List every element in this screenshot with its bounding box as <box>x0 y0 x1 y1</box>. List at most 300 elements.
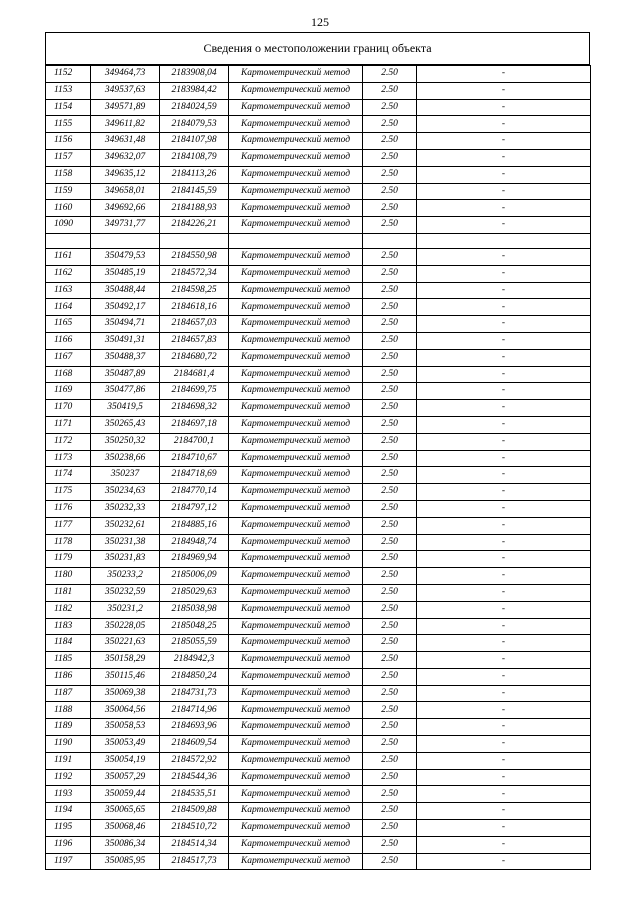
x-coordinate-cell: 350228,05 <box>91 618 160 635</box>
method-cell: Картометрический метод <box>229 299 363 316</box>
description-cell: - <box>417 820 591 837</box>
y-coordinate-cell: 2184618,16 <box>160 299 229 316</box>
accuracy-cell: 2.50 <box>363 668 417 685</box>
method-cell: Картометрический метод <box>229 534 363 551</box>
coordinates-table <box>45 65 591 870</box>
x-coordinate-cell: 350115,46 <box>91 668 160 685</box>
accuracy-cell: 2.50 <box>363 820 417 837</box>
empty-cell <box>46 233 91 248</box>
point-number-cell: 1155 <box>46 116 91 133</box>
y-coordinate-cell: 2184699,75 <box>160 383 229 400</box>
method-cell: Картометрический метод <box>229 500 363 517</box>
table-row <box>46 668 591 685</box>
y-coordinate-cell: 2184657,03 <box>160 316 229 333</box>
accuracy-cell: 2.50 <box>363 517 417 534</box>
accuracy-cell: 2.50 <box>363 568 417 585</box>
x-coordinate-cell: 350232,59 <box>91 584 160 601</box>
accuracy-cell: 2.50 <box>363 400 417 417</box>
table-row <box>46 584 591 601</box>
accuracy-cell: 2.50 <box>363 702 417 719</box>
point-number-cell: 1197 <box>46 853 91 870</box>
point-number-cell: 1191 <box>46 752 91 769</box>
table-row <box>46 265 591 282</box>
description-cell: - <box>417 433 591 450</box>
description-cell: - <box>417 66 591 83</box>
table-row <box>46 736 591 753</box>
description-cell: - <box>417 248 591 265</box>
y-coordinate-cell: 2184609,54 <box>160 736 229 753</box>
table-title-text: Сведения о местоположении границ объекта <box>203 41 432 55</box>
table-row <box>46 99 591 116</box>
method-cell: Картометрический метод <box>229 803 363 820</box>
table-row <box>46 349 591 366</box>
x-coordinate-cell: 350158,29 <box>91 652 160 669</box>
table-row <box>46 786 591 803</box>
point-number-cell: 1090 <box>46 217 91 234</box>
method-cell: Картометрический метод <box>229 635 363 652</box>
x-coordinate-cell: 350231,2 <box>91 601 160 618</box>
method-cell: Картометрический метод <box>229 702 363 719</box>
group-separator-row <box>46 233 591 248</box>
description-cell: - <box>417 803 591 820</box>
x-coordinate-cell: 350234,63 <box>91 484 160 501</box>
accuracy-cell: 2.50 <box>363 265 417 282</box>
description-cell: - <box>417 752 591 769</box>
method-cell: Картометрический метод <box>229 248 363 265</box>
accuracy-cell: 2.50 <box>363 383 417 400</box>
table-row <box>46 652 591 669</box>
method-cell: Картометрический метод <box>229 601 363 618</box>
accuracy-cell: 2.50 <box>363 836 417 853</box>
description-cell: - <box>417 484 591 501</box>
description-cell: - <box>417 668 591 685</box>
method-cell: Картометрический метод <box>229 467 363 484</box>
y-coordinate-cell: 2184700,1 <box>160 433 229 450</box>
table-row <box>46 467 591 484</box>
table-row <box>46 803 591 820</box>
accuracy-cell: 2.50 <box>363 484 417 501</box>
point-number-cell: 1178 <box>46 534 91 551</box>
x-coordinate-cell: 350086,34 <box>91 836 160 853</box>
point-number-cell: 1183 <box>46 618 91 635</box>
description-cell: - <box>417 349 591 366</box>
x-coordinate-cell: 350068,46 <box>91 820 160 837</box>
description-cell: - <box>417 416 591 433</box>
point-number-cell: 1195 <box>46 820 91 837</box>
description-cell: - <box>417 316 591 333</box>
table-row <box>46 149 591 166</box>
y-coordinate-cell: 2184024,59 <box>160 99 229 116</box>
table-row <box>46 702 591 719</box>
x-coordinate-cell: 349571,89 <box>91 99 160 116</box>
description-cell: - <box>417 551 591 568</box>
point-number-cell: 1152 <box>46 66 91 83</box>
accuracy-cell: 2.50 <box>363 786 417 803</box>
accuracy-cell: 2.50 <box>363 433 417 450</box>
table-row <box>46 366 591 383</box>
table-row <box>46 752 591 769</box>
method-cell: Картометрический метод <box>229 668 363 685</box>
table-title <box>45 32 590 65</box>
description-cell: - <box>417 400 591 417</box>
point-number-cell: 1163 <box>46 282 91 299</box>
table-row <box>46 853 591 870</box>
accuracy-cell: 2.50 <box>363 853 417 870</box>
point-number-cell: 1180 <box>46 568 91 585</box>
method-cell: Картометрический метод <box>229 736 363 753</box>
point-number-cell: 1159 <box>46 183 91 200</box>
point-number-cell: 1170 <box>46 400 91 417</box>
description-cell: - <box>417 534 591 551</box>
point-number-cell: 1193 <box>46 786 91 803</box>
accuracy-cell: 2.50 <box>363 719 417 736</box>
accuracy-cell: 2.50 <box>363 66 417 83</box>
point-number-cell: 1166 <box>46 332 91 349</box>
table-row <box>46 383 591 400</box>
accuracy-cell: 2.50 <box>363 769 417 786</box>
table-row <box>46 282 591 299</box>
y-coordinate-cell: 2184693,96 <box>160 719 229 736</box>
table-row <box>46 299 591 316</box>
accuracy-cell: 2.50 <box>363 803 417 820</box>
method-cell: Картометрический метод <box>229 116 363 133</box>
table-row <box>46 433 591 450</box>
y-coordinate-cell: 2184770,14 <box>160 484 229 501</box>
table-row <box>46 568 591 585</box>
table-row <box>46 66 591 83</box>
accuracy-cell: 2.50 <box>363 166 417 183</box>
x-coordinate-cell: 350059,44 <box>91 786 160 803</box>
table-row <box>46 820 591 837</box>
point-number-cell: 1169 <box>46 383 91 400</box>
y-coordinate-cell: 2184188,93 <box>160 200 229 217</box>
x-coordinate-cell: 349692,66 <box>91 200 160 217</box>
y-coordinate-cell: 2184969,94 <box>160 551 229 568</box>
x-coordinate-cell: 350419,5 <box>91 400 160 417</box>
accuracy-cell: 2.50 <box>363 183 417 200</box>
method-cell: Картометрический метод <box>229 149 363 166</box>
description-cell: - <box>417 332 591 349</box>
method-cell: Картометрический метод <box>229 416 363 433</box>
method-cell: Картометрический метод <box>229 366 363 383</box>
method-cell: Картометрический метод <box>229 769 363 786</box>
method-cell: Картометрический метод <box>229 349 363 366</box>
method-cell: Картометрический метод <box>229 200 363 217</box>
accuracy-cell: 2.50 <box>363 99 417 116</box>
description-cell: - <box>417 517 591 534</box>
point-number-cell: 1196 <box>46 836 91 853</box>
accuracy-cell: 2.50 <box>363 332 417 349</box>
description-cell: - <box>417 736 591 753</box>
method-cell: Картометрический метод <box>229 584 363 601</box>
x-coordinate-cell: 349537,63 <box>91 82 160 99</box>
method-cell: Картометрический метод <box>229 282 363 299</box>
point-number-cell: 1167 <box>46 349 91 366</box>
y-coordinate-cell: 2183908,04 <box>160 66 229 83</box>
description-cell: - <box>417 584 591 601</box>
table-row <box>46 217 591 234</box>
point-number-cell: 1189 <box>46 719 91 736</box>
accuracy-cell: 2.50 <box>363 366 417 383</box>
accuracy-cell: 2.50 <box>363 149 417 166</box>
table-row <box>46 82 591 99</box>
accuracy-cell: 2.50 <box>363 282 417 299</box>
point-number-cell: 1184 <box>46 635 91 652</box>
y-coordinate-cell: 2184108,79 <box>160 149 229 166</box>
accuracy-cell: 2.50 <box>363 500 417 517</box>
y-coordinate-cell: 2184572,92 <box>160 752 229 769</box>
x-coordinate-cell: 350491,31 <box>91 332 160 349</box>
table-row <box>46 450 591 467</box>
empty-cell <box>229 233 363 248</box>
description-cell: - <box>417 500 591 517</box>
x-coordinate-cell: 350231,83 <box>91 551 160 568</box>
accuracy-cell: 2.50 <box>363 467 417 484</box>
coordinates-table-body <box>46 66 591 870</box>
table-row <box>46 183 591 200</box>
x-coordinate-cell: 350065,65 <box>91 803 160 820</box>
point-number-cell: 1158 <box>46 166 91 183</box>
x-coordinate-cell: 350064,56 <box>91 702 160 719</box>
accuracy-cell: 2.50 <box>363 752 417 769</box>
boundary-sheet <box>45 32 590 870</box>
method-cell: Картометрический метод <box>229 166 363 183</box>
description-cell: - <box>417 265 591 282</box>
point-number-cell: 1194 <box>46 803 91 820</box>
description-cell: - <box>417 166 591 183</box>
y-coordinate-cell: 2185006,09 <box>160 568 229 585</box>
description-cell: - <box>417 299 591 316</box>
x-coordinate-cell: 350221,63 <box>91 635 160 652</box>
method-cell: Картометрический метод <box>229 517 363 534</box>
point-number-cell: 1156 <box>46 133 91 150</box>
x-coordinate-cell: 350085,95 <box>91 853 160 870</box>
description-cell: - <box>417 200 591 217</box>
description-cell: - <box>417 568 591 585</box>
y-coordinate-cell: 2185055,59 <box>160 635 229 652</box>
description-cell: - <box>417 282 591 299</box>
method-cell: Картометрический метод <box>229 652 363 669</box>
point-number-cell: 1153 <box>46 82 91 99</box>
accuracy-cell: 2.50 <box>363 450 417 467</box>
table-row <box>46 534 591 551</box>
table-row <box>46 836 591 853</box>
accuracy-cell: 2.50 <box>363 200 417 217</box>
method-cell: Картометрический метод <box>229 383 363 400</box>
description-cell: - <box>417 467 591 484</box>
y-coordinate-cell: 2184226,21 <box>160 217 229 234</box>
y-coordinate-cell: 2185038,98 <box>160 601 229 618</box>
x-coordinate-cell: 350479,53 <box>91 248 160 265</box>
x-coordinate-cell: 349635,12 <box>91 166 160 183</box>
table-row <box>46 248 591 265</box>
description-cell: - <box>417 133 591 150</box>
method-cell: Картометрический метод <box>229 265 363 282</box>
accuracy-cell: 2.50 <box>363 601 417 618</box>
y-coordinate-cell: 2184948,74 <box>160 534 229 551</box>
table-row <box>46 601 591 618</box>
description-cell: - <box>417 99 591 116</box>
x-coordinate-cell: 349632,07 <box>91 149 160 166</box>
point-number-cell: 1182 <box>46 601 91 618</box>
x-coordinate-cell: 350492,17 <box>91 299 160 316</box>
empty-cell <box>91 233 160 248</box>
y-coordinate-cell: 2184657,83 <box>160 332 229 349</box>
x-coordinate-cell: 350054,19 <box>91 752 160 769</box>
accuracy-cell: 2.50 <box>363 551 417 568</box>
x-coordinate-cell: 350057,29 <box>91 769 160 786</box>
method-cell: Картометрический метод <box>229 217 363 234</box>
method-cell: Картометрический метод <box>229 99 363 116</box>
accuracy-cell: 2.50 <box>363 217 417 234</box>
page-number: 125 <box>311 15 329 29</box>
y-coordinate-cell: 2184550,98 <box>160 248 229 265</box>
x-coordinate-cell: 350237 <box>91 467 160 484</box>
description-cell: - <box>417 82 591 99</box>
method-cell: Картометрический метод <box>229 133 363 150</box>
method-cell: Картометрический метод <box>229 400 363 417</box>
y-coordinate-cell: 2183984,42 <box>160 82 229 99</box>
method-cell: Картометрический метод <box>229 183 363 200</box>
x-coordinate-cell: 350232,33 <box>91 500 160 517</box>
x-coordinate-cell: 350053,49 <box>91 736 160 753</box>
y-coordinate-cell: 2184714,96 <box>160 702 229 719</box>
y-coordinate-cell: 2184731,73 <box>160 685 229 702</box>
point-number-cell: 1154 <box>46 99 91 116</box>
empty-cell <box>417 233 591 248</box>
description-cell: - <box>417 786 591 803</box>
table-row <box>46 719 591 736</box>
x-coordinate-cell: 349658,01 <box>91 183 160 200</box>
description-cell: - <box>417 450 591 467</box>
table-row <box>46 332 591 349</box>
table-row <box>46 517 591 534</box>
y-coordinate-cell: 2184710,67 <box>160 450 229 467</box>
accuracy-cell: 2.50 <box>363 736 417 753</box>
y-coordinate-cell: 2184509,88 <box>160 803 229 820</box>
y-coordinate-cell: 2184797,12 <box>160 500 229 517</box>
table-row <box>46 416 591 433</box>
accuracy-cell: 2.50 <box>363 349 417 366</box>
accuracy-cell: 2.50 <box>363 416 417 433</box>
point-number-cell: 1185 <box>46 652 91 669</box>
point-number-cell: 1187 <box>46 685 91 702</box>
point-number-cell: 1160 <box>46 200 91 217</box>
y-coordinate-cell: 2184885,16 <box>160 517 229 534</box>
x-coordinate-cell: 350487,89 <box>91 366 160 383</box>
table-row <box>46 200 591 217</box>
table-row <box>46 133 591 150</box>
accuracy-cell: 2.50 <box>363 618 417 635</box>
point-number-cell: 1164 <box>46 299 91 316</box>
x-coordinate-cell: 350058,53 <box>91 719 160 736</box>
y-coordinate-cell: 2184718,69 <box>160 467 229 484</box>
accuracy-cell: 2.50 <box>363 534 417 551</box>
y-coordinate-cell: 2184598,25 <box>160 282 229 299</box>
point-number-cell: 1188 <box>46 702 91 719</box>
empty-cell <box>160 233 229 248</box>
point-number-cell: 1162 <box>46 265 91 282</box>
x-coordinate-cell: 349731,77 <box>91 217 160 234</box>
description-cell: - <box>417 217 591 234</box>
point-number-cell: 1174 <box>46 467 91 484</box>
method-cell: Картометрический метод <box>229 450 363 467</box>
accuracy-cell: 2.50 <box>363 584 417 601</box>
y-coordinate-cell: 2184850,24 <box>160 668 229 685</box>
y-coordinate-cell: 2184079,53 <box>160 116 229 133</box>
x-coordinate-cell: 350233,2 <box>91 568 160 585</box>
x-coordinate-cell: 350231,38 <box>91 534 160 551</box>
y-coordinate-cell: 2184681,4 <box>160 366 229 383</box>
method-cell: Картометрический метод <box>229 433 363 450</box>
point-number-cell: 1192 <box>46 769 91 786</box>
point-number-cell: 1168 <box>46 366 91 383</box>
accuracy-cell: 2.50 <box>363 316 417 333</box>
table-row <box>46 769 591 786</box>
point-number-cell: 1172 <box>46 433 91 450</box>
y-coordinate-cell: 2184698,32 <box>160 400 229 417</box>
accuracy-cell: 2.50 <box>363 82 417 99</box>
description-cell: - <box>417 853 591 870</box>
description-cell: - <box>417 719 591 736</box>
x-coordinate-cell: 350488,37 <box>91 349 160 366</box>
y-coordinate-cell: 2184107,98 <box>160 133 229 150</box>
point-number-cell: 1186 <box>46 668 91 685</box>
y-coordinate-cell: 2184145,59 <box>160 183 229 200</box>
point-number-cell: 1181 <box>46 584 91 601</box>
table-row <box>46 500 591 517</box>
description-cell: - <box>417 149 591 166</box>
description-cell: - <box>417 601 591 618</box>
y-coordinate-cell: 2184535,51 <box>160 786 229 803</box>
method-cell: Картометрический метод <box>229 719 363 736</box>
y-coordinate-cell: 2184113,26 <box>160 166 229 183</box>
method-cell: Картометрический метод <box>229 618 363 635</box>
point-number-cell: 1165 <box>46 316 91 333</box>
method-cell: Картометрический метод <box>229 316 363 333</box>
y-coordinate-cell: 2184572,34 <box>160 265 229 282</box>
table-row <box>46 316 591 333</box>
description-cell: - <box>417 685 591 702</box>
y-coordinate-cell: 2184517,73 <box>160 853 229 870</box>
accuracy-cell: 2.50 <box>363 299 417 316</box>
y-coordinate-cell: 2184680,72 <box>160 349 229 366</box>
description-cell: - <box>417 702 591 719</box>
y-coordinate-cell: 2184514,34 <box>160 836 229 853</box>
point-number-cell: 1175 <box>46 484 91 501</box>
method-cell: Картометрический метод <box>229 752 363 769</box>
x-coordinate-cell: 350250,32 <box>91 433 160 450</box>
table-row <box>46 400 591 417</box>
y-coordinate-cell: 2184544,36 <box>160 769 229 786</box>
table-row <box>46 635 591 652</box>
description-cell: - <box>417 635 591 652</box>
x-coordinate-cell: 350069,38 <box>91 685 160 702</box>
accuracy-cell: 2.50 <box>363 133 417 150</box>
x-coordinate-cell: 350485,19 <box>91 265 160 282</box>
point-number-cell: 1190 <box>46 736 91 753</box>
x-coordinate-cell: 349631,48 <box>91 133 160 150</box>
point-number-cell: 1157 <box>46 149 91 166</box>
description-cell: - <box>417 652 591 669</box>
accuracy-cell: 2.50 <box>363 652 417 669</box>
method-cell: Картометрический метод <box>229 685 363 702</box>
description-cell: - <box>417 836 591 853</box>
y-coordinate-cell: 2184510,72 <box>160 820 229 837</box>
method-cell: Картометрический метод <box>229 836 363 853</box>
x-coordinate-cell: 349611,82 <box>91 116 160 133</box>
method-cell: Картометрический метод <box>229 820 363 837</box>
